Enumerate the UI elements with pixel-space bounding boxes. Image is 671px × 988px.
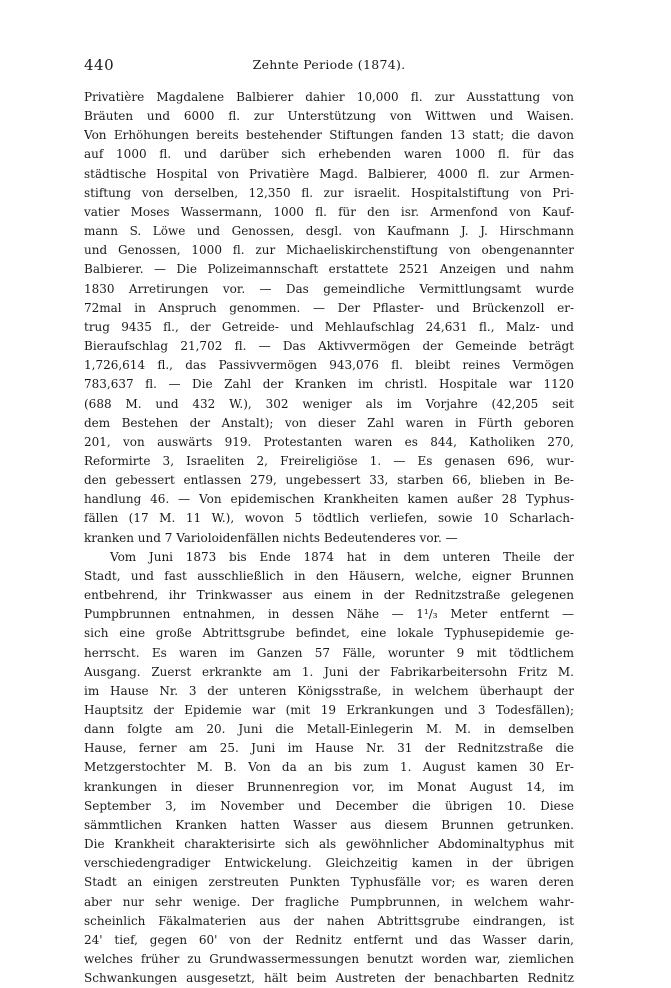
text-line: auf 1000 fl. und darüber sich erhebenden waren 1000 fl. für das bbox=[84, 147, 574, 162]
text-line: den gebessert entlassen 279, ungebessert 33, starben 66, blieben in Be- bbox=[84, 473, 574, 488]
text-line: vatier Moses Wassermann, 1000 fl. für den isr. Armenfond von Kauf- bbox=[84, 204, 574, 219]
text-line: trug 9435 fl., der Getreide- und Mehlaufschlag 24,631 fl., Malz- und bbox=[84, 319, 574, 334]
text-line: und Genossen, 1000 fl. zur Michaeliskirchenstiftung von obengenannter bbox=[84, 243, 574, 258]
text-line: entbehrend, ihr Trinkwasser aus einem in der Rednitzstraße gelegenen bbox=[84, 588, 574, 603]
page-number: 440 bbox=[84, 56, 115, 74]
text-line: Bieraufschlag 21,702 fl. — Das Aktivvermögen der Gemeinde beträgt bbox=[84, 339, 574, 354]
text-line bbox=[84, 548, 574, 567]
text-line: Reformirte 3, Israeliten 2, Freireligiöse 1. — Es genasen 696, wur- bbox=[84, 453, 574, 468]
book-page bbox=[84, 56, 574, 988]
text-line: scheinlich Fäkalmaterien aus der nahen Abtrittsgrube eindrangen, ist bbox=[84, 913, 574, 928]
text-line: sämmtlichen Kranken hatten Wasser aus diesem Brunnen getrunken. bbox=[84, 817, 574, 832]
text-line: September 3, im November und December die übrigen 10. Diese bbox=[84, 798, 574, 813]
page-header bbox=[84, 56, 574, 78]
text-line: 1830 Arretirungen vor. — Das gemeindliche Vermittlungsamt wurde bbox=[84, 281, 574, 296]
text-line: Hause, ferner am 25. Juni im Hause Nr. 31 der Rednitzstraße die bbox=[84, 741, 574, 756]
text-line: 201, von auswärts 919. Protestanten waren es 844, Katholiken 270, bbox=[84, 434, 574, 449]
text-line: mann S. Löwe und Genossen, desgl. von Kaufmann J. J. Hirschmann bbox=[84, 224, 574, 239]
text-line: Stadt, und fast ausschließlich in den Häusern, welche, eigner Brunnen bbox=[84, 568, 574, 583]
text-line: Stadt an einigen zerstreuten Punkten Typhusfälle vor; es waren deren bbox=[84, 875, 574, 890]
text-line: Privatière Magdalene Balbierer dahier 10,000 fl. zur Ausstattung von bbox=[84, 90, 574, 104]
text-line: Pumpbrunnen entnahmen, in dessen Nähe — 1¹/₃ Meter entfernt — bbox=[84, 607, 574, 622]
text-line: 24' tief, gegen 60' von der Rednitz entfernt und das Wasser darin, bbox=[84, 932, 574, 947]
text-line: sich eine große Abtrittsgrube befindet, eine lokale Typhusepidemie ge- bbox=[84, 626, 574, 641]
text-line: 1,726,614 fl., das Passivvermögen 943,076 fl. bleibt reines Vermögen bbox=[84, 358, 574, 373]
text-line: Balbierer. — Die Polizeimannschaft erstattete 2521 Anzeigen und nahm bbox=[84, 262, 574, 277]
body-text bbox=[84, 88, 574, 988]
text-line: dann folgte am 20. Juni die Metall-Einlegerin M. M. in demselben bbox=[84, 722, 574, 737]
text-line: Ausgang. Zuerst erkrankte am 1. Juni der Fabrikarbeitersohn Fritz M. bbox=[84, 664, 574, 679]
text-line: verschiedengradiger Entwickelung. Gleichzeitig kamen in der übrigen bbox=[84, 856, 574, 871]
text-line: fällen (17 M. 11 W.), wovon 5 tödtlich verliefen, sowie 10 Scharlach- bbox=[84, 511, 574, 526]
text-line: Schwankungen ausgesetzt, hält beim Austreten der benachbarten Rednitz bbox=[84, 971, 574, 986]
text-line: herrscht. Es waren im Ganzen 57 Fälle, worunter 9 mit tödtlichem bbox=[84, 645, 574, 660]
text-line: städtische Hospital von Privatière Magd. Balbierer, 4000 fl. zur Armen- bbox=[84, 166, 574, 181]
text-line: 783,637 fl. — Die Zahl der Kranken im christl. Hospitale war 1120 bbox=[84, 377, 574, 392]
text-line: aber nur sehr wenige. Der fragliche Pumpbrunnen, in welchem wahr- bbox=[84, 894, 574, 909]
paragraph-start: Vom Juni 1873 bis Ende 1874 hat in dem unteren Theile der bbox=[110, 549, 574, 564]
text-line: stiftung von derselben, 12,350 fl. zur israelit. Hospitalstiftung von Pri- bbox=[84, 185, 574, 200]
text-line: dem Bestehen der Anstalt); von dieser Zahl waren in Fürth geboren bbox=[84, 415, 574, 430]
text-line: Von Erhöhungen bereits bestehender Stiftungen fanden 13 statt; die davon bbox=[84, 128, 574, 143]
text-line: 72mal in Anspruch genommen. — Der Pflaster- und Brückenzoll er- bbox=[84, 300, 574, 315]
text-line: (688 M. und 432 W.), 302 weniger als im Vorjahre (42,205 seit bbox=[84, 396, 574, 411]
text-line: krankungen in dieser Brunnenregion vor, im Monat August 14, im bbox=[84, 779, 574, 794]
text-line: welches früher zu Grundwassermessungen benutzt worden war, ziemlichen bbox=[84, 952, 574, 967]
running-title: Zehnte Periode (1874). bbox=[252, 57, 406, 72]
text-line: handlung 46. — Von epidemischen Krankheiten kamen außer 28 Typhus- bbox=[84, 492, 574, 507]
text-line: Bräuten und 6000 fl. zur Unterstützung von Wittwen und Waisen. bbox=[84, 109, 574, 124]
text-line: Metzgerstochter M. B. Von da an bis zum 1. August kamen 30 Er- bbox=[84, 760, 574, 775]
text-line: Hauptsitz der Epidemie war (mit 19 Erkrankungen und 3 Todesfällen); bbox=[84, 703, 574, 717]
text-line: kranken und 7 Varioloidenfällen nichts Bedeutenderes vor. — bbox=[84, 530, 458, 545]
text-line: Die Krankheit charakterisirte sich als gewöhnlicher Abdominaltyphus mit bbox=[84, 837, 574, 852]
text-line: im Hause Nr. 3 der unteren Königsstraße, in welchem überhaupt der bbox=[84, 683, 574, 698]
